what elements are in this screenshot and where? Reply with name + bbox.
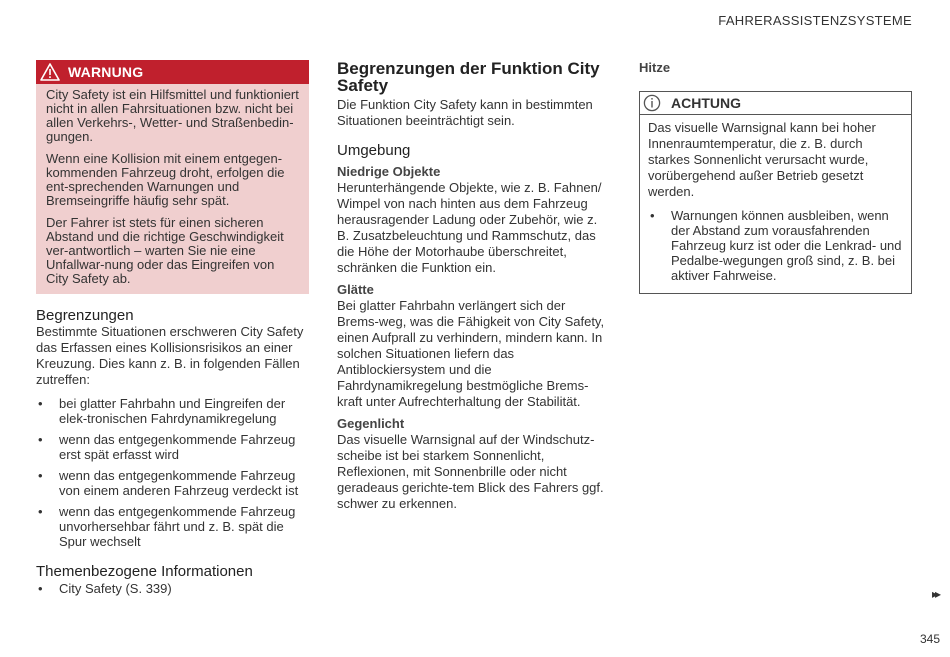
info-circle-icon (643, 94, 661, 112)
warning-title: WARNUNG (68, 64, 144, 80)
limits-heading: Begrenzungen (36, 307, 134, 324)
column-right (639, 60, 912, 294)
caution-header (640, 92, 911, 115)
limits-list (36, 396, 309, 549)
caution-box (639, 91, 912, 294)
list-item: • bei glatter Fahrbahn und Eingreifen der elek-tronischen Fahrdynamikregelung (36, 396, 309, 426)
caution-title: ACHTUNG (671, 95, 741, 111)
list-item: • wenn das entgegenkommende Fahrzeug erst spät erfasst wird (36, 432, 309, 462)
low-objects-text: Herunterhängende Objekte, wie z. B. Fahnen/ Wimpel von nach hinten aus dem Fahrzeug herausragender Ladung oder Zubehör, wie z. B. Zusatzbeleuchtung und Rammschutz, das die Höhe der Motorhaube überschreitet, schränken die Funktion ein. (337, 180, 602, 275)
low-objects-heading: Niedrige Objekte (337, 164, 441, 179)
environment-heading: Umgebung (337, 142, 411, 159)
function-limits-intro: Die Funktion City Safety kann in bestimmten Situationen beeinträchtigt sein. (337, 97, 593, 128)
warning-header (36, 60, 309, 84)
column-left (36, 60, 309, 602)
related-list (36, 581, 309, 596)
next-page-arrow-icon[interactable]: ▸▸ (931, 587, 938, 601)
warning-paragraph: City Safety ist ein Hilfsmittel und funktioniert nicht in allen Fahrsituationen bzw. nicht bei allen Verkehrs-, Wetter- und Straßenbedin-gungen. (46, 87, 299, 144)
list-item: • Warnungen können ausbleiben, wenn der Abstand zum vorausfahrenden Fahrzeug kurz ist oder die Lenkrad- und Pedalbe-wegungen groß sind, z. B. bei aktiver Fahrweise. (648, 208, 903, 283)
caution-body (640, 115, 911, 293)
related-heading: Themenbezogene Informationen (36, 563, 253, 580)
page-number: 345 (919, 632, 940, 646)
related-link[interactable]: • City Safety (S. 339) (36, 581, 309, 596)
warning-body (36, 84, 309, 294)
slippery-heading: Glätte (337, 282, 374, 297)
caution-text: Das visuelle Warnsignal kann bei hoher Innenraumtemperatur, die z. B. durch starkes Sonnenlicht verursacht wurde, vorübergehend außer Betrieb gesetzt werden. (648, 120, 876, 199)
slippery-text: Bei glatter Fahrbahn verlängert sich der Brems-weg, was die Fähigkeit von City Safety, einen Aufprall zu verhindern, mindern kann. In solchen Situationen liefern das Antiblockiersystem und die Fahrdynamikregelung bestmögliche Brems-kraft unter Aufrechterhaltung der Stabilität. (337, 298, 605, 409)
caution-list (648, 208, 903, 283)
function-limits-title: Begrenzungen der Funktion City Safety (337, 59, 600, 95)
warning-triangle-icon (40, 62, 60, 82)
warning-paragraph: Wenn eine Kollision mit einem entgegen-kommenden Fahrzeug droht, erfolgen die ent-sprechenden Warnungen und Bremseingriffe häufig sehr spät. (46, 151, 285, 208)
list-item: • wenn das entgegenkommende Fahrzeug unvorhersehbar fährt und z. B. spät die Spur wechselt (36, 504, 309, 549)
warning-paragraph: Der Fahrer ist stets für einen sicheren Abstand und die richtige Geschwindigkeit ver-antwortlich – warten Sie nie eine Unfallwar-nung oder das Eingreifen von City Safety ab. (46, 215, 284, 286)
backlight-heading: Gegenlicht (337, 416, 405, 431)
warning-box (36, 60, 309, 294)
heat-heading: Hitze (639, 60, 671, 75)
backlight-text: Das visuelle Warnsignal auf der Windschutz-scheibe ist bei starkem Sonnenlicht, Reflexionen, mit Sonnenbrille oder nicht geradeaus gerichte-tem Blick des Fahrers ggf. schwer zu erkennen. (337, 432, 604, 511)
column-middle (337, 60, 609, 512)
limits-intro: Bestimmte Situationen erschweren City Safety das Erfassen eines Kollisionsrisikos an einer Kreuzung. Dies kann z. B. in folgenden Fällen zutreffen: (36, 324, 304, 387)
list-item: • wenn das entgegenkommende Fahrzeug von einem anderen Fahrzeug verdeckt ist (36, 468, 309, 498)
section-header: FAHRERASSISTENZSYSTEME (718, 13, 912, 28)
